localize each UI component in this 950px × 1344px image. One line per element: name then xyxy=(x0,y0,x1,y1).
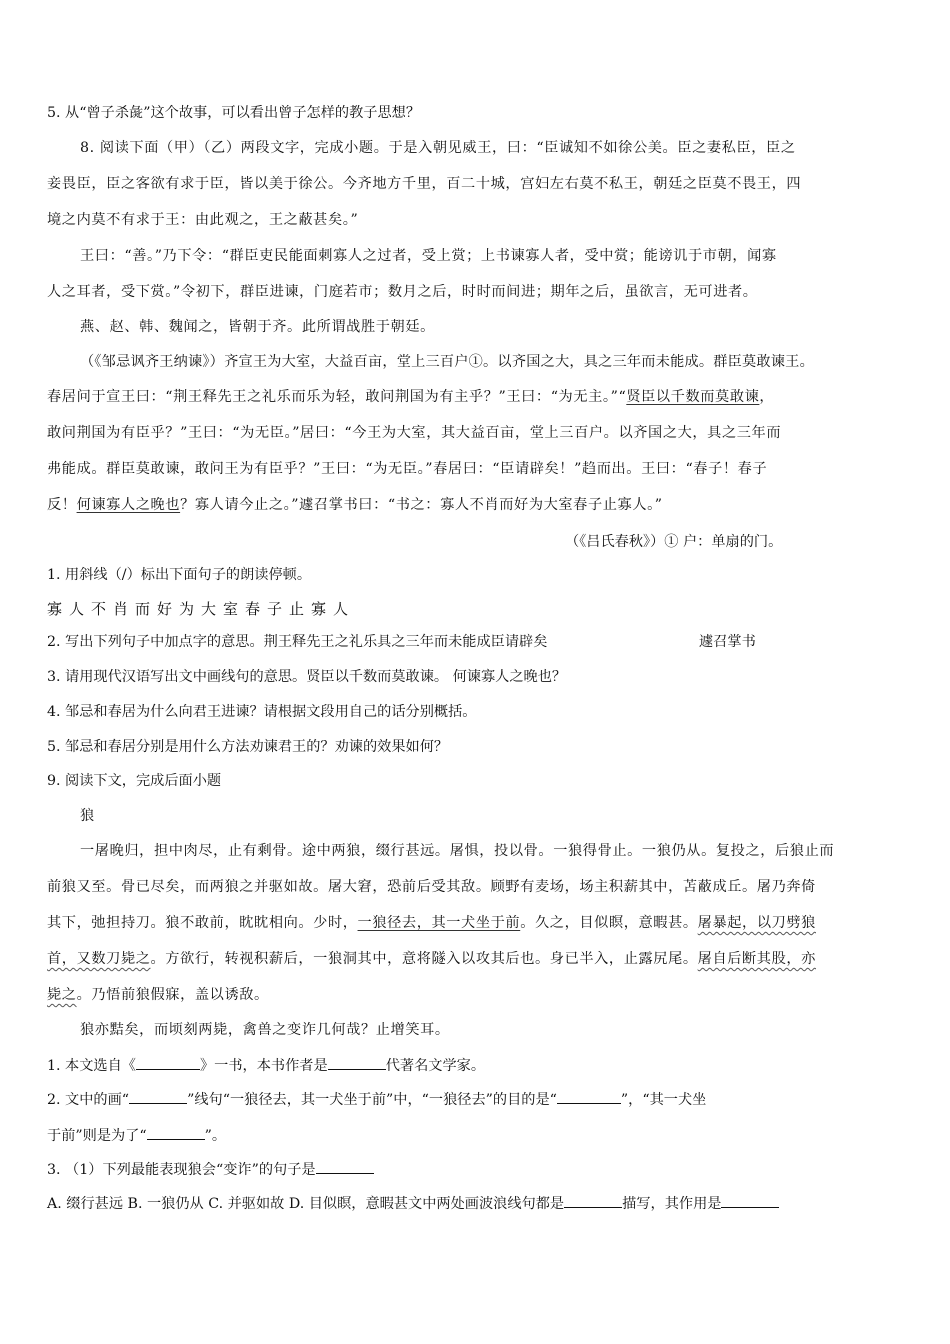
q8-para4-line3: 敢问荆国为有臣乎？”王曰：“为无臣。”居曰：“今王为大室，其大益百亩，堂上三百户。以齐国之大，具之三年而 xyxy=(47,425,782,441)
q9-subq2-text-a: 2. 文中的画“ xyxy=(47,1092,130,1108)
q8-subq1-sentence: 寡人不肖而好为大室春子止寡人 xyxy=(47,600,356,618)
q9-subq2-line2-text-b: ”。 xyxy=(204,1128,227,1144)
blank-effect[interactable] xyxy=(721,1193,779,1208)
q9-para1-line5-text-a: 。乃悟前狼假寐，盖以诱敌。 xyxy=(76,987,269,1003)
q9-para1-line3-text-b: 。久之，目似瞑，意暇甚。 xyxy=(520,915,698,931)
q8-para2-line1: 王曰：“善。”乃下令：“群臣吏民能面刺寡人之过者，受上赏；上书谏寡人者，受中赏；能谤讥于市朝，闻寡 xyxy=(80,248,777,264)
q8-intro: 8. 阅读下面（甲）（乙）两段文字，完成小题。于是入朝见威王，曰：“臣诚知不如徐公美。臣之妻私臣，臣之 xyxy=(80,140,796,156)
blank-dynasty[interactable] xyxy=(328,1055,386,1070)
q9-subq3-options-text: A. 缀行甚远 B. 一狼仍从 C. 并驱如故 D. 目似瞑，意暇甚文中两处画波浪线句都是 xyxy=(47,1196,565,1212)
q9-subq2-line2 xyxy=(47,1125,226,1145)
q8-subq2-tail: 遽召掌书 xyxy=(699,634,756,650)
q9-subq2 xyxy=(47,1089,706,1109)
source-citation: （《吕氏春秋》）① 户：单扇的门。 xyxy=(565,534,783,550)
q9-para1-line2: 前狼又至。骨已尽矣，而两狼之并驱如故。屠大窘，恐前后受其敌。顾野有麦场，场主积薪其中，苫蔽成丘。屠乃奔倚 xyxy=(47,879,816,895)
q8-para1-line2: 妾畏臣，臣之客欲有求于臣，皆以美于徐公。今齐地方千里，百二十城，宫妇左右莫不私王，朝廷之臣莫不畏王，四 xyxy=(47,176,802,192)
q8-para4-line1: （《邹忌讽齐王纳谏》）齐宣王为大室，大益百亩，堂上三百户①。以齐国之大，具之三年而未能成。群臣莫敢谏王。 xyxy=(80,354,814,370)
q8-subq3: 3. 请用现代汉语写出文中画线句的意思。贤臣以千数而莫敢谏。 何谏寡人之晚也？ xyxy=(47,669,567,685)
wavy-sentence-1a: 屠暴起，以刀劈狼 xyxy=(697,915,816,931)
q9-subq1 xyxy=(47,1055,485,1075)
q9-subq3-text-a: 3. （1）下列最能表现狼会“变诈”的句子是 xyxy=(47,1162,316,1178)
q8-subq1: 1. 用斜线（/）标出下面句子的朗读停顿。 xyxy=(47,567,312,583)
q9-subq3-options xyxy=(47,1193,779,1213)
q9-subq2-text-b: ”线句“一狼径去，其一犬坐于前”中，“一狼径去”的目的是“ xyxy=(187,1092,557,1108)
blank-line-type[interactable] xyxy=(129,1089,187,1104)
q9-subq1-text-c: 代著名文学家。 xyxy=(385,1058,486,1074)
q9-para1-line4 xyxy=(47,950,816,968)
q9-intro: 9. 阅读下文，完成后面小题 xyxy=(47,773,222,789)
q9-para1-line1: 一屠晚归，担中肉尽，止有剩骨。途中两狼，缀行甚远。屠惧，投以骨。一狼得骨止。一狼仍从。复投之，后狼止而 xyxy=(80,843,835,859)
blank-description-type[interactable] xyxy=(564,1193,622,1208)
q8-subq5: 5. 邹忌和春居分别是用什么方法劝谏君王的？劝谏的效果如何？ xyxy=(47,739,449,755)
q9-subq2-text-c: ”，“其一犬坐 xyxy=(620,1092,707,1108)
underlined-sentence-wolf: 一狼径去，其一犬坐于前 xyxy=(357,915,521,931)
blank-purpose-2[interactable] xyxy=(147,1125,205,1140)
blank-purpose-1[interactable] xyxy=(557,1089,621,1104)
wavy-sentence-2a: 屠自后断其股，亦 xyxy=(697,951,816,967)
q9-para1-line3 xyxy=(47,914,816,932)
q9-para1-line4-text-a: 。方欲行，转视积薪后，一狼洞其中，意将隧入以攻其后也。身已半入，止露尻尾。 xyxy=(150,951,698,967)
q9-subq1-text-a: 1. 本文选自《 xyxy=(47,1058,136,1074)
q8-para4-line5-text-a: 反！ xyxy=(47,497,77,513)
q8-para2-line2: 人之耳者，受下赏。”令初下，群臣进谏，门庭若市；数月之后，时时而间进；期年之后，虽欲言，无可进者。 xyxy=(47,284,758,300)
wavy-sentence-2b: 毙之 xyxy=(47,987,77,1003)
q8-subq4: 4. 邹忌和春居为什么向君王进谏？请根据文段用自己的话分别概括。 xyxy=(47,704,477,720)
q8-subq2: 2. 写出下列句子中加点字的意思。荆王释先王之礼乐具之三年而未能成臣请辟矣 xyxy=(47,634,548,650)
blank-book-title[interactable] xyxy=(136,1055,200,1070)
underlined-sentence-1: 贤臣以千数而莫敢谏 xyxy=(626,389,760,405)
q9-para1-line5 xyxy=(47,986,269,1004)
q9-title: 狼 xyxy=(80,808,95,824)
q8-para4-line5 xyxy=(47,496,663,514)
q9-subq3-options-text-b: 描写，其作用是 xyxy=(622,1196,722,1212)
underlined-sentence-2: 何谏寡人之晚也 xyxy=(76,497,181,513)
q9-subq1-text-b: 》一书，本书作者是 xyxy=(199,1058,328,1074)
question-5: 5. 从“曾子杀彘”这个故事，可以看出曾子怎样的教子思想？ xyxy=(47,105,421,121)
q8-para4-line5-text-b: ？寡人请今止之。”遽召掌书曰：“书之：寡人不肖而好为大室春子止寡人。” xyxy=(180,497,663,513)
q8-para3: 燕、赵、韩、魏闻之，皆朝于齐。此所谓战胜于朝廷。 xyxy=(80,319,435,335)
q9-para1-line3-text-a: 其下，弛担持刀。狼不敢前，眈眈相向。少时， xyxy=(47,915,358,931)
q8-para4-line4: 弗能成。群臣莫敢谏，敢问王为有臣乎？”王曰：“为无臣。”春居曰：“臣请辟矣！”趋而出。王曰：“春子！春子 xyxy=(47,461,768,477)
blank-choice[interactable] xyxy=(316,1159,374,1174)
q8-para4-line2 xyxy=(47,388,774,406)
q9-para2: 狼亦黠矣，而顷刻两毙，禽兽之变诈几何哉？止增笑耳。 xyxy=(80,1022,450,1038)
q8-para4-line2-text-a: 春居问于宣王曰：“荆王释先王之礼乐而乐为轻，敢问荆国为有主乎？”王曰：“为无主。”“ xyxy=(47,389,627,405)
wavy-sentence-1b: 首，又数刀毙之 xyxy=(47,951,151,967)
q8-para4-line2-text-b: ， xyxy=(759,389,775,405)
q8-para1-line3: 境之内莫不有求于王：由此观之，王之蔽甚矣。” xyxy=(47,212,359,228)
q9-subq2-line2-text-a: 于前”则是为了“ xyxy=(47,1128,147,1144)
q9-subq3 xyxy=(47,1159,374,1179)
